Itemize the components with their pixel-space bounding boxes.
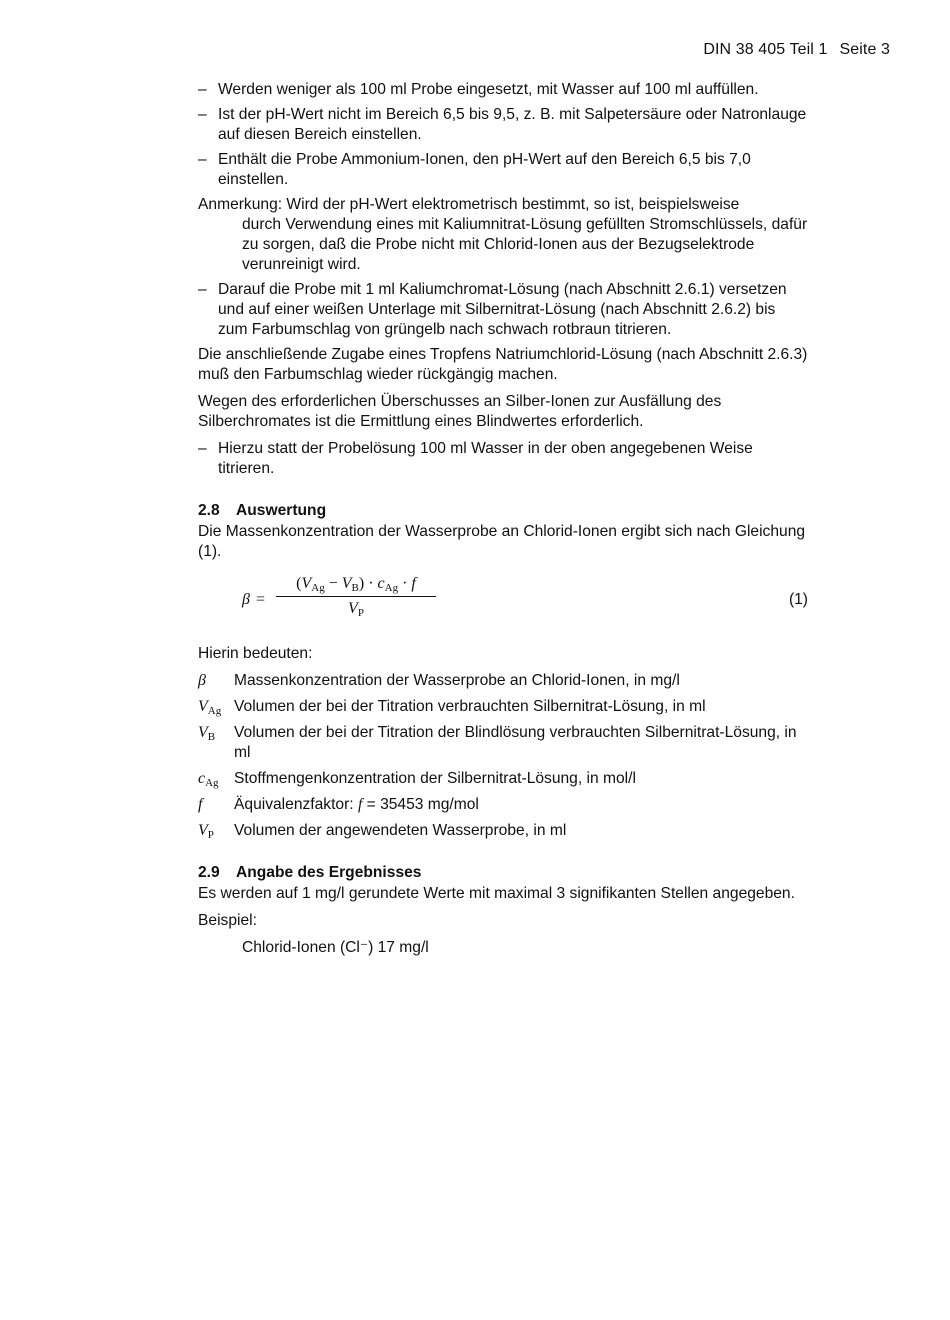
note-label: Anmerkung: bbox=[198, 196, 283, 213]
titration-step: – Darauf die Probe mit 1 ml Kaliumchromat-Lösung (nach Abschnitt 2.6.1) versetzen und auf einer weißen Unterlage mit Silbernitrat-Lösung (nach Abschnitt 2.6.2) bis zum Farbumschlag von grüngelb nach schwach rotbraun titrieren. bbox=[198, 280, 808, 340]
note-body: durch Verwendung eines mit Kaliumnitrat-Lösung gefüllten Stromschlüssels, dafür zu sorgen, daß die Probe nicht mit Chlorid-Ionen aus der Bezugselektrode verunreinigt wird. bbox=[242, 216, 808, 273]
procedure-step-3: – Enthält die Probe Ammonium-Ionen, den pH-Wert auf den Bereich 6,5 bis 7,0 einstellen. bbox=[198, 150, 808, 190]
variable-description: Volumen der bei der Titration der Blindlösung verbrauchten Silbernitrat-Lösung, in ml bbox=[234, 724, 797, 761]
equation-number: (1) bbox=[788, 591, 808, 608]
section-heading-2-9 bbox=[198, 863, 808, 883]
variable-beta bbox=[198, 671, 808, 691]
evaluation-intro: Die Massenkonzentration der Wasserprobe an Chlorid-Ionen ergibt sich nach Gleichung (1). bbox=[198, 523, 806, 560]
procedure-step-1: – Werden weniger als 100 ml Probe eingesetzt, mit Wasser auf 100 ml auffüllen. bbox=[198, 80, 808, 100]
formula-equals: = bbox=[256, 591, 266, 608]
variable-f bbox=[198, 795, 808, 815]
document-number: DIN 38 405 Teil 1 bbox=[703, 41, 828, 58]
variable-v-p bbox=[198, 821, 808, 841]
where-label: Hierin bedeuten: bbox=[198, 645, 313, 662]
result-text: Es werden auf 1 mg/l gerundete Werte mit maximal 3 signifikanten Stellen angegeben. bbox=[198, 885, 795, 902]
section-number: 2.9 bbox=[198, 864, 220, 881]
variable-description: Massenkonzentration der Wasserprobe an Chlorid-Ionen, in mg/l bbox=[234, 672, 680, 689]
variable-description: Volumen der angewendeten Wasserprobe, in ml bbox=[234, 822, 567, 839]
variable-description: Äquivalenzfaktor: f = 35453 mg/mol bbox=[234, 796, 479, 813]
note-block bbox=[198, 195, 808, 275]
page-header bbox=[703, 40, 890, 60]
variable-description: Stoffmengenkonzentration der Silbernitrat-Lösung, in mol/l bbox=[234, 770, 636, 787]
blank-titration-step: – Hierzu statt der Probelösung 100 ml Wasser in der oben angegebenen Weise titrieren. bbox=[198, 439, 808, 479]
equation-1 bbox=[198, 574, 808, 632]
variable-symbol: $V_{Ag}$ bbox=[198, 698, 222, 717]
variable-symbol: β bbox=[198, 672, 206, 689]
section-heading-2-8 bbox=[198, 501, 808, 521]
paragraph-reverse: Die anschließende Zugabe eines Tropfens Natriumchlorid-Lösung (nach Abschnitt 2.6.3) muß den Farbumschlag wieder rückgängig machen. bbox=[198, 346, 808, 383]
section-number: 2.8 bbox=[198, 502, 220, 519]
variable-symbol: $V_B$ bbox=[198, 724, 216, 743]
note-first-line: Wird der pH-Wert elektrometrisch bestimmt, so ist, beispielsweise bbox=[286, 196, 740, 213]
paragraph-blank-value: Wegen des erforderlichen Überschusses an Silber-Ionen zur Ausfällung des Silberchromates ist die Ermittlung eines Blindwertes erforderlich. bbox=[198, 393, 722, 430]
procedure-step-2: – Ist der pH-Wert nicht im Bereich 6,5 bis 9,5, z. B. mit Salpetersäure oder Natronlauge auf diesen Bereich einstellen. bbox=[198, 105, 808, 145]
page-content bbox=[198, 80, 808, 958]
formula-lhs: β bbox=[242, 591, 250, 608]
formula-numerator: $(V_{Ag} - V_B) \cdot c_{Ag} \cdot f$ bbox=[296, 575, 416, 594]
variable-symbol: $c_{Ag}$ bbox=[198, 770, 219, 789]
variable-description: Volumen der bei der Titration verbrauchten Silbernitrat-Lösung, in ml bbox=[234, 698, 706, 715]
variable-symbol: f bbox=[198, 796, 203, 813]
variable-v-b bbox=[198, 723, 808, 763]
example-label: Beispiel: bbox=[198, 912, 257, 929]
section-title: Angabe des Ergebnisses bbox=[236, 864, 422, 881]
formula-fraction bbox=[276, 574, 436, 619]
variable-c-ag bbox=[198, 769, 808, 789]
section-title: Auswertung bbox=[236, 502, 327, 519]
variable-v-ag bbox=[198, 697, 808, 717]
variable-symbol: $V_P$ bbox=[198, 822, 214, 841]
example-value: Chlorid-Ionen (Cl⁻) 17 mg/l bbox=[242, 939, 429, 956]
variable-list bbox=[198, 671, 808, 841]
formula-denominator: $V_P$ bbox=[348, 600, 364, 619]
page-number: Seite 3 bbox=[839, 41, 890, 58]
fraction-bar bbox=[276, 596, 436, 597]
